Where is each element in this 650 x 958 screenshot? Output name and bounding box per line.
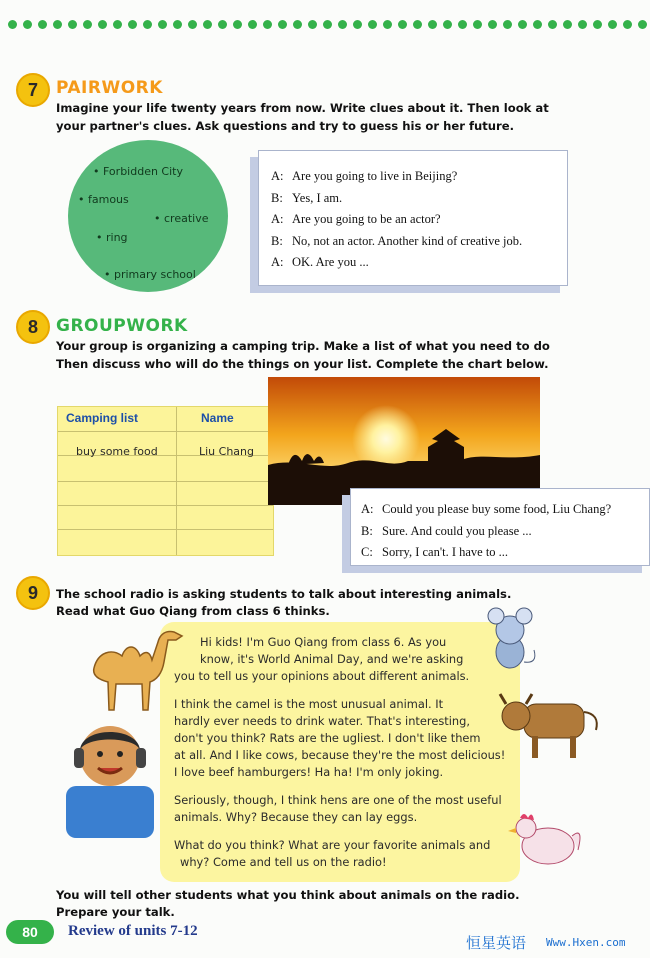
dialog-line: B: Yes, I am. <box>271 190 343 205</box>
page-number: 80 <box>6 920 54 944</box>
speech-bubble <box>160 622 520 882</box>
border-dot <box>638 20 647 29</box>
section-9-closing-line-1: You will tell other students what you think about animals on the radio. <box>56 888 520 902</box>
section-7-instructions-line-1: Imagine your life twenty years from now. Write clues about it. Then look at <box>56 101 549 115</box>
border-dot <box>338 20 347 29</box>
border-dot <box>548 20 557 29</box>
dialog-line: B: No, not an actor. Another kind of creative job. <box>271 233 523 248</box>
section-7-dialog-box <box>258 150 568 286</box>
watermark-url: Www.Hxen.com <box>546 936 626 949</box>
border-dot <box>398 20 407 29</box>
chart-row-line <box>58 505 273 506</box>
clue-item: • famous <box>78 193 129 206</box>
dialog-line: B: Sure. And could you please ... <box>361 523 532 538</box>
border-dot <box>278 20 287 29</box>
hen-illustration <box>506 806 586 874</box>
section-8-instructions-line-2: Then discuss who will do the things on your list. Complete the chart below. <box>56 357 549 371</box>
dialog-line: A: Could you please buy some food, Liu Chang? <box>361 502 612 516</box>
section-8-title: GROUPWORK <box>56 316 188 336</box>
border-dot <box>413 20 422 29</box>
border-dot <box>623 20 632 29</box>
border-dot <box>503 20 512 29</box>
watermark-chinese: 恒星英语 <box>466 934 527 952</box>
border-dot <box>518 20 527 29</box>
border-dot <box>263 20 272 29</box>
border-dot <box>98 20 107 29</box>
border-dot <box>563 20 572 29</box>
border-dot <box>233 20 242 29</box>
border-dot <box>383 20 392 29</box>
rat-illustration <box>480 606 540 672</box>
border-dot <box>608 20 617 29</box>
camping-chart <box>57 406 274 556</box>
dialog-line: A: OK. Are you ... <box>271 255 369 269</box>
border-dot <box>248 20 257 29</box>
border-dot <box>68 20 77 29</box>
speech-paragraph: I think the camel is the most unusual animal. It hardly ever needs to drink water. That's interesting, don't you think? Rats are the ugliest. I don't like them at all. And I like cows, because they're the most delicious! I love beef hamburgers! Ha ha! I'm only joking. <box>174 697 506 779</box>
border-dot <box>113 20 122 29</box>
border-dot <box>143 20 152 29</box>
section-9-closing-line-2: Prepare your talk. <box>56 905 175 919</box>
border-dot <box>443 20 452 29</box>
border-dot <box>203 20 212 29</box>
border-dot <box>188 20 197 29</box>
border-dot <box>488 20 497 29</box>
border-dot <box>593 20 602 29</box>
border-dot <box>23 20 32 29</box>
speech-paragraph: Seriously, though, I think hens are one of the most useful animals. Why? Because they can lay eggs. <box>174 793 502 824</box>
chart-header-camping-list: Camping list <box>66 411 139 425</box>
section-8-dialog-box <box>350 488 650 566</box>
chart-row-line <box>58 481 273 482</box>
border-dot <box>308 20 317 29</box>
section-8-number-badge: 8 <box>16 310 50 344</box>
border-dot <box>8 20 17 29</box>
border-dot <box>83 20 92 29</box>
top-dotted-border <box>0 20 650 32</box>
dialog-line: C: Sorry, I can't. I have to ... <box>361 545 509 559</box>
border-dot <box>173 20 182 29</box>
border-dot <box>428 20 437 29</box>
chart-cell: Liu Chang <box>199 445 254 458</box>
dialog-line: A: Are you going to live in Beijing? <box>271 169 458 183</box>
clue-item: • Forbidden City <box>93 165 183 178</box>
border-dot <box>473 20 482 29</box>
boy-with-headphones-illustration <box>60 716 160 838</box>
chart-row-line <box>58 529 273 530</box>
section-7-number-badge: 7 <box>16 73 50 107</box>
border-dot <box>323 20 332 29</box>
section-9-number-badge: 9 <box>16 576 50 610</box>
clue-item: • ring <box>96 231 128 244</box>
clue-item: • primary school <box>104 268 196 281</box>
border-dot <box>368 20 377 29</box>
clue-item: • creative <box>154 212 209 225</box>
section-8-instructions-line-1: Your group is organizing a camping trip. Make a list of what you need to do <box>56 339 550 353</box>
border-dot <box>53 20 62 29</box>
speech-paragraph: Hi kids! I'm Guo Qiang from class 6. As you know, it's World Animal Day, and we're asking you to tell us your opinions about different animals. <box>174 635 470 683</box>
unit-title: Review of units 7-12 <box>68 923 198 939</box>
chart-row-line <box>58 431 273 432</box>
section-7-title: PAIRWORK <box>56 78 163 98</box>
cow-illustration <box>496 690 606 762</box>
chart-cell: buy some food <box>76 445 158 458</box>
section-9-instructions-line-1: The school radio is asking students to talk about interesting animals. <box>56 587 512 601</box>
border-dot <box>533 20 542 29</box>
border-dot <box>353 20 362 29</box>
border-dot <box>38 20 47 29</box>
border-dot <box>458 20 467 29</box>
dialog-line: A: Are you going to be an actor? <box>271 212 441 226</box>
border-dot <box>293 20 302 29</box>
border-dot <box>128 20 137 29</box>
border-dot <box>218 20 227 29</box>
section-7-instructions-line-2: your partner's clues. Ask questions and try to guess his or her future. <box>56 119 515 133</box>
sunset-pagoda-photo <box>268 377 540 505</box>
chart-header-name: Name <box>201 411 234 425</box>
section-9-instructions-line-2: Read what Guo Qiang from class 6 thinks. <box>56 604 330 618</box>
border-dot <box>578 20 587 29</box>
speech-paragraph: What do you think? What are your favorite animals and why? Come and tell us on the radio! <box>174 838 491 869</box>
border-dot <box>158 20 167 29</box>
camel-illustration <box>86 622 190 714</box>
